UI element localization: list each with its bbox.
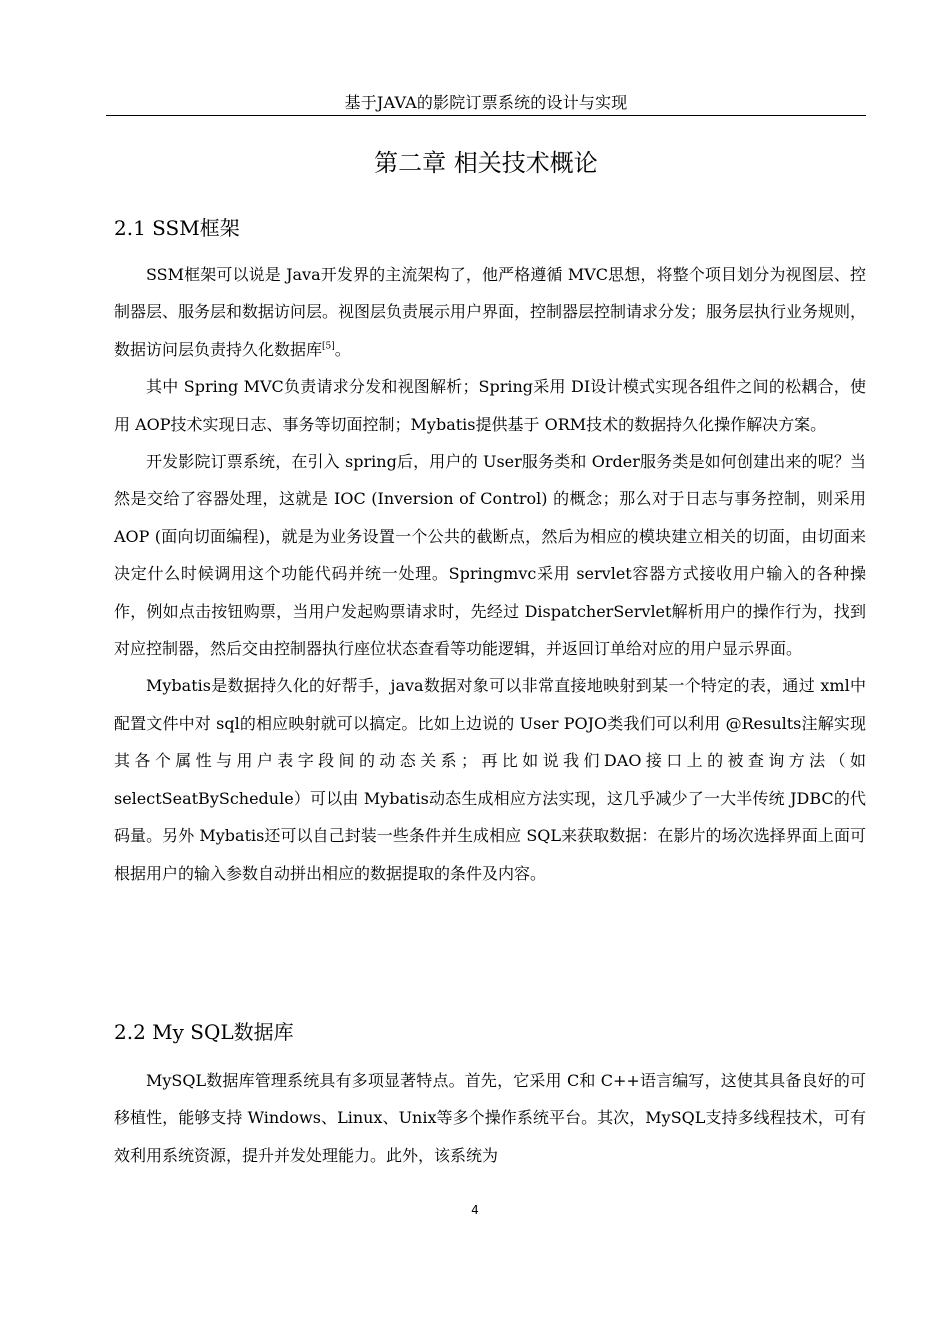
paragraph: 其中 Spring MVC负责请求分发和视图解析；Spring采用 DI设计模式实现各组件之间的松耦合，使用 AOP技术实现日志、事务等切面控制；Mybatis提供基于 ORM技术的数据持久化操作解决方案。 (114, 377, 866, 434)
section-2-2-body (114, 1062, 866, 1174)
paragraph (114, 256, 866, 368)
paragraph: Mybatis是数据持久化的好帮手，java数据对象可以非常直接地映射到某一个特定的表，通过 xml中配置文件中对 sql的相应映射就可以搞定。比如上边说的 User POJO类我们可以利用 @Results注解实现其各个属性与用户表字段间的动态关系；再比如说我们DAO接口上的被查询方法（如 selectSeatBySchedule）可以由 Mybatis动态生成相应方法实现，这几乎减少了一大半传统 JDBC的代码量。另外 Mybatis还可以自己封装一些条件并生成相应 SQL来获取数据：在影片的场次选择界面上面可根据用户的输入参数自动拼出相应的数据提取的条件及内容。 (114, 676, 866, 883)
paragraph-text: SSM框架可以说是 Java开发界的主流架构了，他严格遵循 MVC思想，将整个项目划分为视图层、控制器层、服务层和数据访问层。视图层负责展示用户界面，控制器层控制请求分发；服务层执行业务规则，数据访问层负责持久化数据库 (114, 265, 867, 359)
citation: [5] (322, 341, 335, 352)
chapter-title: 第二章 相关技术概论 (374, 149, 598, 177)
paragraph-tail: 。 (334, 339, 351, 359)
paragraph: 开发影院订票系统，在引入 spring后，用户的 User服务类和 Order服务类是如何创建出来的呢？当然是交给了容器处理，这就是 IOC (Inversion of Control) 的概念；那么对于日志与事务控制，则采用 AOP (面向切面编程)，就是为业务设置一个公共的截断点，然后为相应的模块建立相关的切面，由切面来决定什么时候调用这个功能代码并统一处理。Springmvc采用 servlet容器方式接收用户输入的各种操作，例如点击按钮购票，当用户发起购票请求时，先经过 DispatcherServlet解析用户的操作行为，找到对应控制器，然后交由控制器执行座位状态查看等功能逻辑，并返回订单给对应的用户显示界面。 (114, 452, 866, 659)
section-heading-2-1: 2.1 SSM框架 (114, 216, 240, 240)
section-2-1-body (114, 256, 866, 892)
page-number: 4 (471, 1203, 479, 1217)
header-rule (106, 115, 866, 116)
paragraph: MySQL数据库管理系统具有多项显著特点。首先，它采用 C和 C++语言编写，这使其具备良好的可移植性，能够支持 Windows、Linux、Unix等多个操作系统平台。其次，MySQL支持多线程技术，可有效利用系统资源，提升并发处理能力。此外，该系统为 (114, 1071, 866, 1165)
running-header: 基于JAVA的影院订票系统的设计与实现 (344, 93, 628, 112)
section-heading-2-2: 2.2 My SQL数据库 (114, 1020, 294, 1044)
